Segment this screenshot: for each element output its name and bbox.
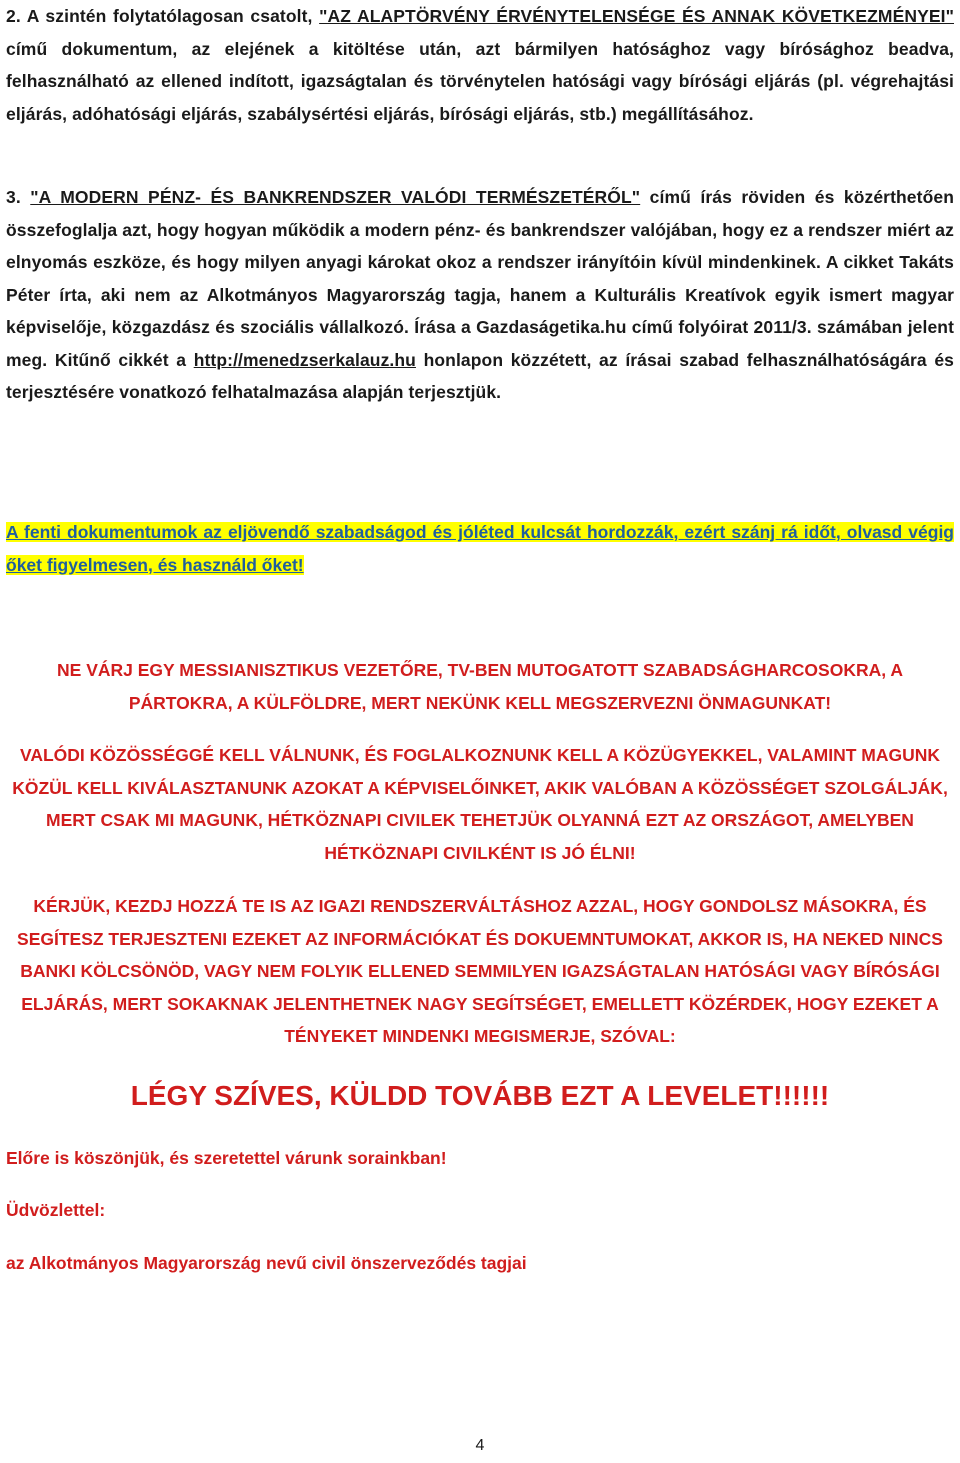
section-2-text: című dokumentum, az elejének a kitöltése után, azt bármilyen hatósághoz vagy bírósághoz beadva, felhasználható az ellened indított, igazságtalan és törvénytelen hatósági vagy bírósági eljárás (pl. végrehajtási eljárás, adóhatósági eljárás, szabálysértési eljárás, bírósági eljárás, stb.) megállításához. [6, 38, 954, 124]
section-2-number: 2. [6, 6, 21, 26]
section-3-number: 3. [6, 187, 21, 207]
appeal-paragraph-3: KÉRJÜK, KEZDJ HOZZÁ TE IS AZ IGAZI RENDSZERVÁLTÁSHOZ AZZAL, HOGY GONDOLSZ MÁSOKRA, ÉS SEGÍTESZ TERJESZTENI EZEKET AZ INFORMÁCIÓKAT ÉS DOKUEMNTUMOKAT, AKKOR IS, HA NEKED NINCS BANKI KÖLCSÖNÖD, VAGY NEM FOLYIK ELLENED SEMMILYEN IGAZSÁGTALAN HATÓSÁGI VAGY BÍRÓSÁGI ELJÁRÁS, MERT SOKAKNAK JELENTHETNEK NAGY SEGÍTSÉGET, EMELLETT KÖZÉRDEK, HOGY EZEKET A TÉNYEKET MINDENKI MEGISMERJE, SZÓVAL: [17, 896, 943, 1046]
menedzserkalauz-link[interactable]: http://menedzserkalauz.hu [193, 349, 416, 370]
highlighted-notice [6, 516, 954, 581]
thanks-line: Előre is köszönjük, és szeretettel várunk sorainkban! [6, 1148, 447, 1168]
page-number: 4 [475, 1437, 485, 1454]
greeting-line: Üdvözlettel: [6, 1200, 106, 1220]
section-2-title: "AZ ALAPTÖRVÉNY ÉRVÉNYTELENSÉGE ÉS ANNAK KÖVETKEZMÉNYEI" [319, 6, 954, 26]
appeal-paragraph-1: NE VÁRJ EGY MESSIANISZTIKUS VEZETŐRE, TV-BEN MUTOGATOTT SZABADSÁGHARCOSOKRA, A PÁRTOKRA, A KÜLFÖLDRE, MERT NEKÜNK KELL MEGSZERVEZNI ÖNMAGUNKAT! [57, 660, 903, 713]
signature-line: az Alkotmányos Magyarország nevű civil önszerveződés tagjai [6, 1253, 527, 1273]
section-3-title: "A MODERN PÉNZ- ÉS BANKRENDSZER VALÓDI TERMÉSZETÉRŐL" [30, 187, 641, 207]
section-2-paragraph [6, 0, 954, 130]
highlighted-notice-text: A fenti dokumentumok az eljövendő szabadságod és jóléted kulcsát hordozzák, ezért szánj rá időt, olvasd végig őket figyelmesen, és használd őket! [6, 522, 954, 575]
section-3-text: című írás röviden és közérthetően összefoglalja azt, hogy hogyan működik a modern pénz- és bankrendszer valójában, hogy ez a rendszer miért az elnyomás eszköze, és hogy milyen anyagi károkat okoz a rendszer irányítóin kívül mindenkinek. A cikket Takáts Péter írta, aki nem az Alkotmányos Magyarország tagja, hanem a Kulturális Kreatívok egyik ismert magyar képviselője, közgazdász és szociális vállalkozó. Írása a Gazdaságetika.hu című folyóirat 2011/3. számában jelent meg. Kitűnő cikkét a [6, 187, 954, 370]
section-3-text-after: honlapon közzétett, az írásai szabad felhasználhatóságára és terjesztésére vonatkozó felhatalmazása alapján terjesztjük. [6, 349, 955, 402]
forward-letter-appeal: LÉGY SZÍVES, KÜLDD TOVÁBB EZT A LEVELET!!!!!! [130, 1080, 830, 1111]
section-3-paragraph [6, 181, 954, 409]
section-2-intro: A szintén folytatólagosan csatolt, [26, 6, 313, 26]
appeal-paragraph-2: VALÓDI KÖZÖSSÉGGÉ KELL VÁLNUNK, ÉS FOGLALKOZNUNK KELL A KÖZÜGYEKKEL, VALAMINT MAGUNK KÖZÜL KELL KIVÁLASZTANUNK AZOKAT A KÉPVISELŐINKET, AKIK VALÓBAN A KÖZÖSSÉGET SZOLGÁLJÁK, MERT CSAK MI MAGUNK, HÉTKÖZNAPI CIVILEK TEHETJÜK OLYANNÁ EZT AZ ORSZÁGOT, AMELYBEN HÉTKÖZNAPI CIVILKÉNT IS JÓ ÉLNI! [12, 745, 948, 863]
